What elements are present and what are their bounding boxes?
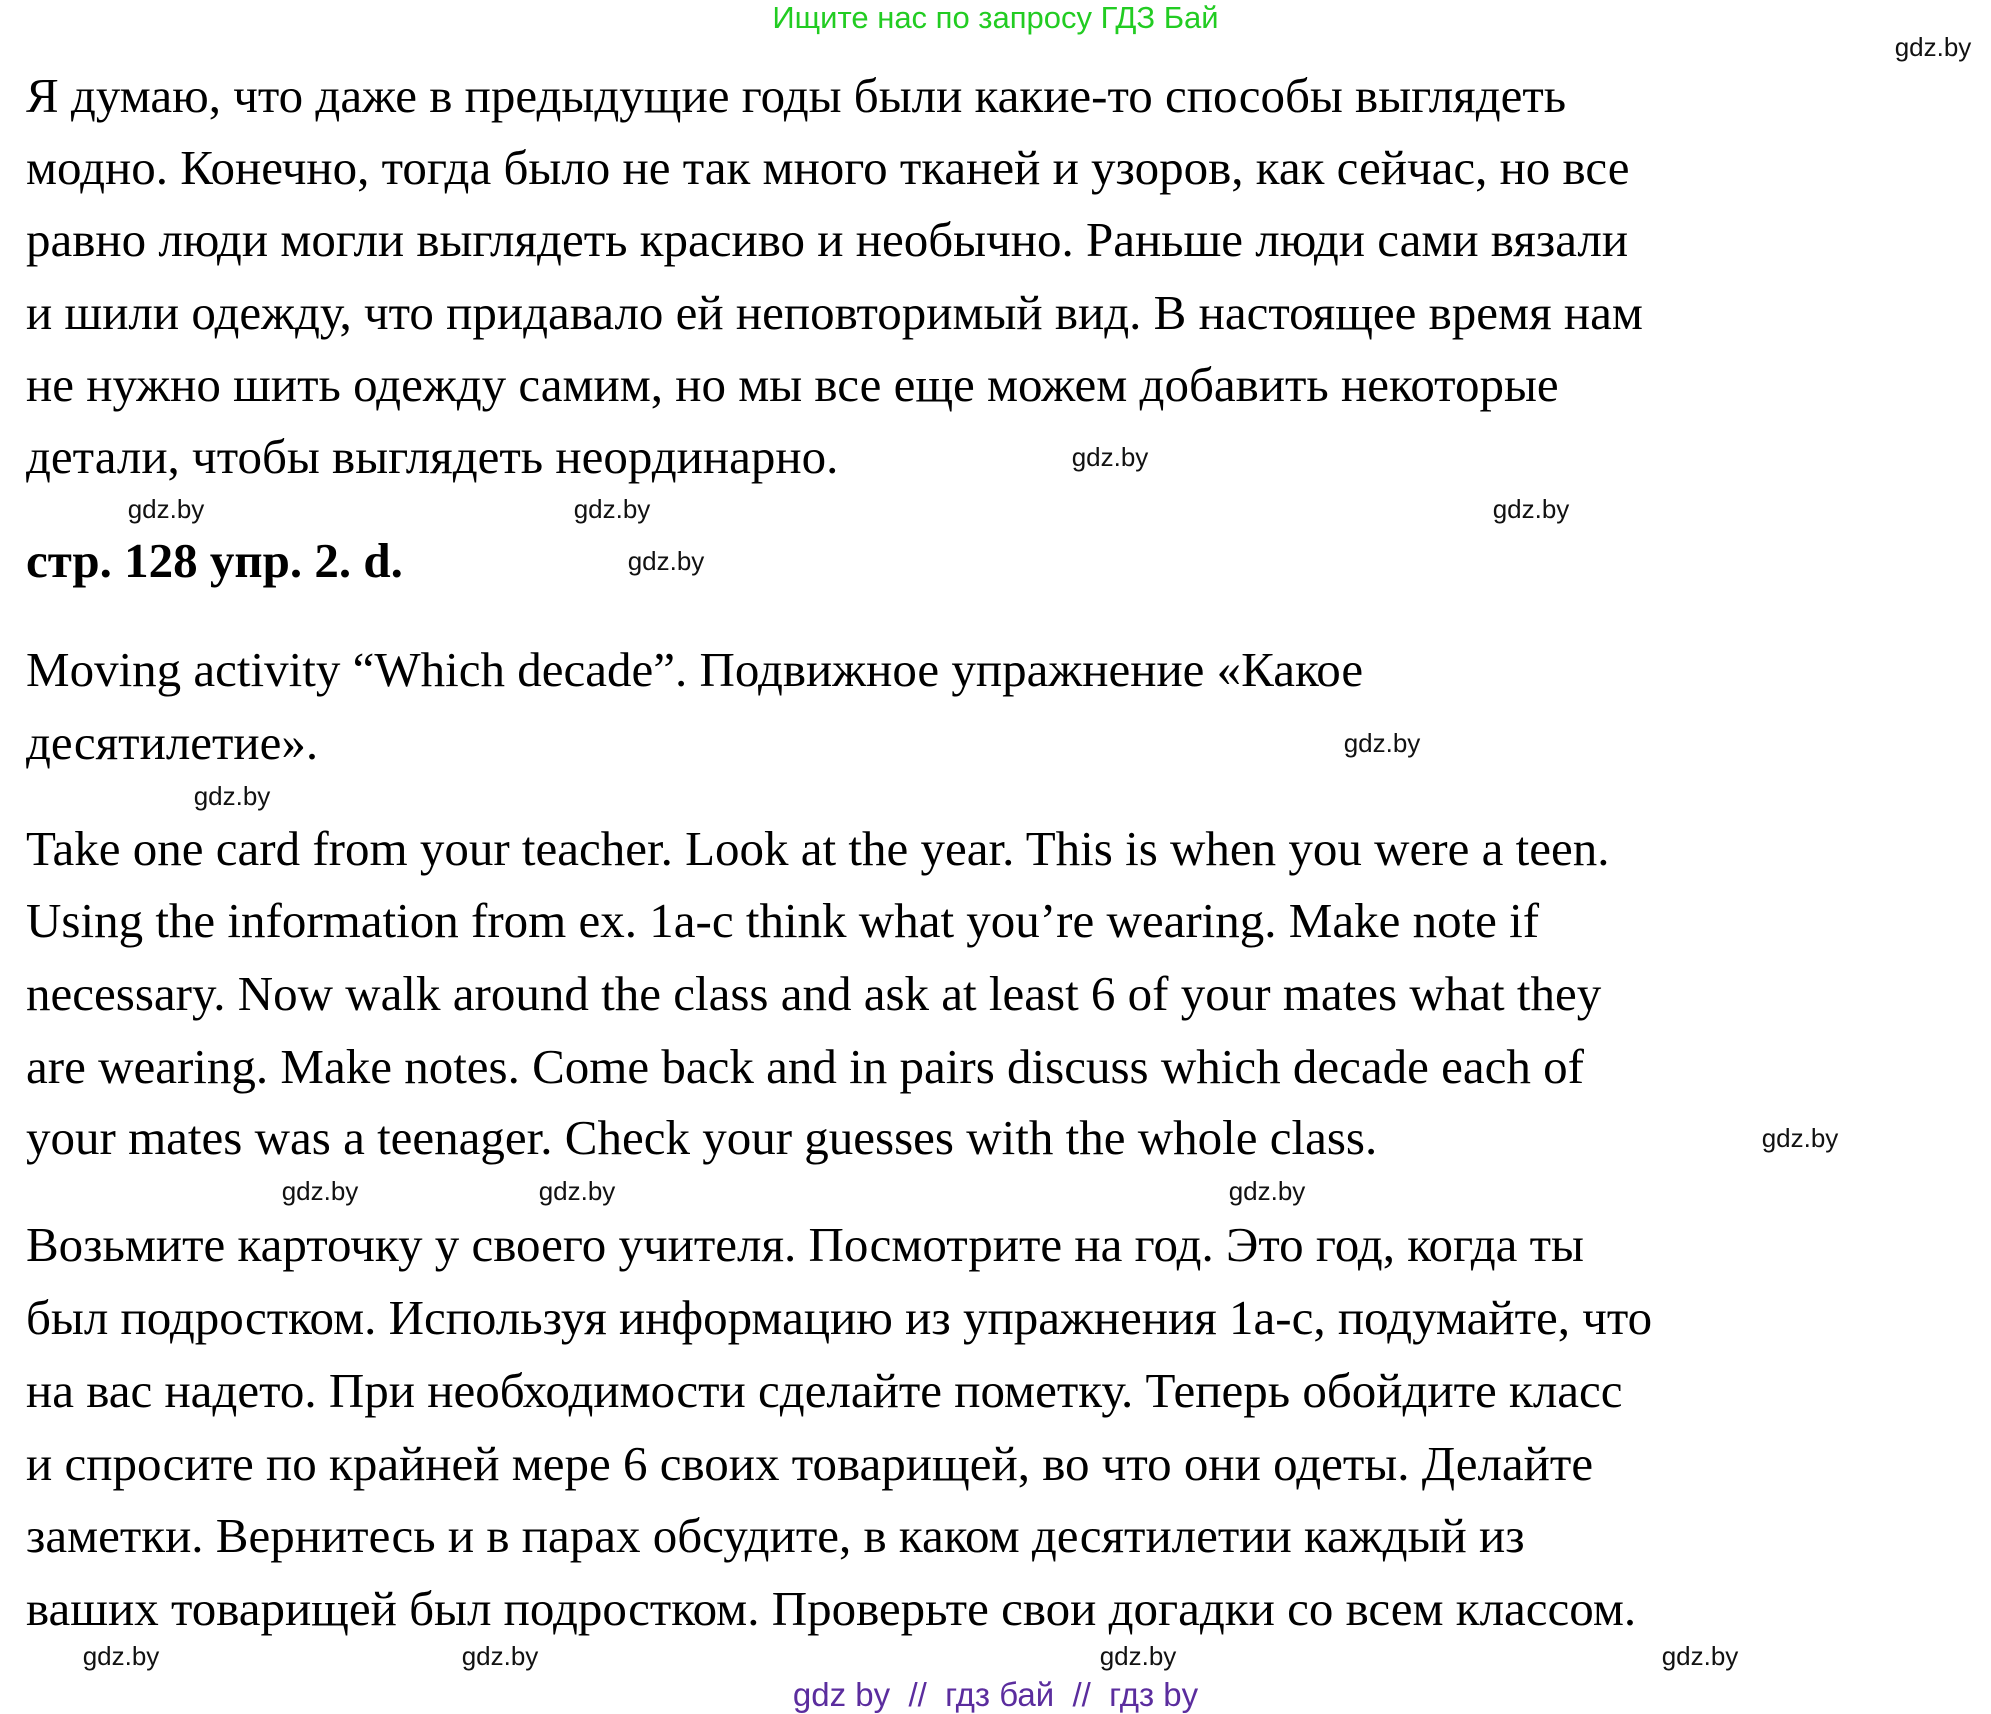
english-task-line: are wearing. Make notes. Come back and in pairs discuss which decade each of <box>26 1039 1584 1094</box>
watermark: gdz.by <box>1099 1641 1177 1671</box>
russian-task-line: был подростком. Используя информацию из упражнения 1a-c, подумайте, что <box>26 1290 1653 1345</box>
activity-title-line: Moving activity “Which decade”. Подвижное упражнение «Какое <box>26 642 1364 697</box>
watermark: gdz.by <box>1894 32 1972 62</box>
russian-task-line: Возьмите карточку у своего учителя. Посмотрите на год. Это год, когда ты <box>26 1217 1584 1272</box>
watermark: gdz.by <box>193 781 271 811</box>
russian-task-line: заметки. Вернитесь и в парах обсудите, в каком десятилетии каждый из <box>26 1508 1525 1563</box>
paragraph1-line: Я думаю, что даже в предыдущие годы были какие-то способы выглядеть <box>26 68 1567 123</box>
activity-title-line: десятилетие». <box>26 715 319 770</box>
watermark: gdz.by <box>627 546 705 576</box>
footer-links: gdz by // гдз бай // гдз by <box>792 1676 1199 1713</box>
paragraph1-line: и шили одежду, что придавало ей неповторимый вид. В настоящее время нам <box>26 285 1643 340</box>
english-task-line: Take one card from your teacher. Look at the year. This is when you were a teen. <box>26 821 1610 876</box>
watermark: gdz.by <box>461 1641 539 1671</box>
watermark: gdz.by <box>573 494 651 524</box>
watermark: gdz.by <box>1761 1123 1839 1153</box>
watermark: gdz.by <box>1492 494 1570 524</box>
english-task-line: your mates was a teenager. Check your guesses with the whole class. <box>26 1110 1378 1165</box>
paragraph1-line: модно. Конечно, тогда было не так много тканей и узоров, как сейчас, но все <box>26 140 1630 195</box>
russian-task-line: и спросите по крайней мере 6 своих товарищей, во что они одеты. Делайте <box>26 1436 1594 1491</box>
watermark: gdz.by <box>281 1176 359 1206</box>
watermark: gdz.by <box>1661 1641 1739 1671</box>
russian-task-line: на вас надето. При необходимости сделайте пометку. Теперь обойдите класс <box>26 1363 1623 1418</box>
watermark: gdz.by <box>82 1641 160 1671</box>
russian-task-line: ваших товарищей был подростком. Проверьте свои догадки со всем классом. <box>26 1581 1637 1636</box>
watermark: gdz.by <box>538 1176 616 1206</box>
exercise-heading: стр. 128 упр. 2. d. <box>26 533 403 588</box>
watermark: gdz.by <box>1071 442 1149 472</box>
watermark: gdz.by <box>1228 1176 1306 1206</box>
english-task-line: Using the information from ex. 1a-c think what you’re wearing. Make note if <box>26 893 1540 948</box>
watermark: gdz.by <box>1343 728 1421 758</box>
paragraph1-line: равно люди могли выглядеть красиво и необычно. Раньше люди сами вязали <box>26 212 1629 267</box>
paragraph1-line: не нужно шить одежду самим, но мы все еще можем добавить некоторые <box>26 357 1559 412</box>
paragraph1-line: детали, чтобы выглядеть неординарно. <box>26 429 839 484</box>
search-banner: Ищите нас по запросу ГДЗ Бай <box>772 0 1219 35</box>
english-task-line: necessary. Now walk around the class and ask at least 6 of your mates what they <box>26 966 1602 1021</box>
watermark: gdz.by <box>127 494 205 524</box>
